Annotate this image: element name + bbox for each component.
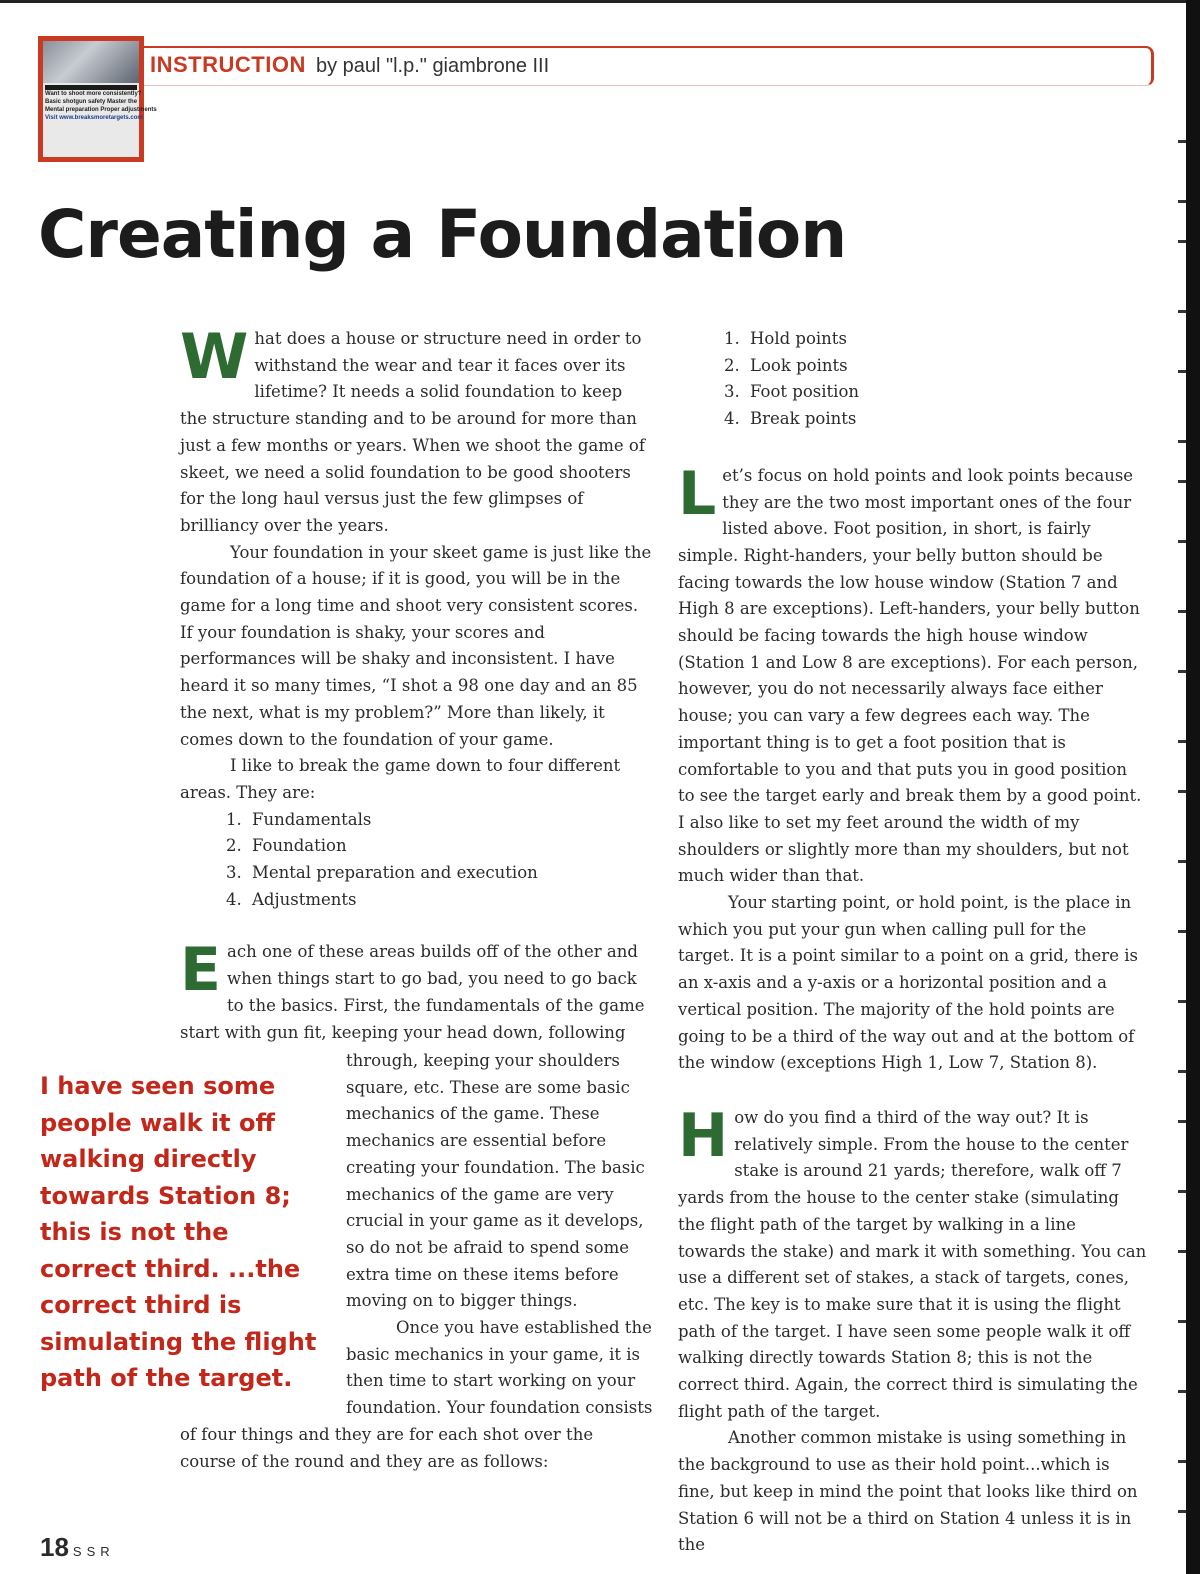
paragraph: of four things and they are for each shot over the course of the round and they are as follows: (180, 1425, 594, 1471)
list-number: 3. (724, 382, 740, 402)
list-text: Foundation (252, 836, 347, 856)
ad-line: Basic shotgun safety Master the (45, 99, 138, 105)
areas-list (180, 807, 654, 914)
ad-thumbnail-content (43, 41, 157, 157)
ad-line: Visit www.breaksmoretargets.com (45, 115, 143, 121)
paragraph: through, keeping your shoulders square, etc. These are some basic mechanics of the game. These mechanics are essential before creating your foundation. The basic mechanics of the game are very crucial in your game as it develops, so do not be afraid to spend some extra time on these items before moving on to bigger things. (346, 1051, 645, 1311)
drop-cap: H (678, 1100, 729, 1171)
list-item (678, 406, 1148, 433)
left-column (180, 320, 654, 1046)
list-item (678, 326, 1148, 353)
list-text: Look points (750, 355, 848, 375)
list-number: 4. (724, 409, 740, 429)
left-column-narrow (346, 1048, 656, 1422)
list-number: 4. (226, 889, 242, 909)
list-number: 3. (226, 863, 242, 883)
paragraph: I like to break the game down to four different areas. They are: (180, 756, 621, 802)
drop-cap: E (180, 935, 221, 1006)
page-edge (1186, 0, 1200, 1574)
section-header (150, 52, 549, 78)
list-text: Foot position (750, 382, 859, 402)
list-item (180, 887, 654, 914)
list-number: 2. (724, 355, 740, 375)
article-title: Creating a Foundation (38, 196, 847, 273)
ad-photo (43, 41, 139, 83)
paragraph (678, 1100, 1148, 1425)
ad-line: Want to shoot more consistently? (45, 91, 142, 97)
paragraph-text: ach one of these areas builds off of the other and when things start to go bad, you need to go back to the basics. First, the fundamentals of the game start with gun fit, keeping your head down, following (180, 942, 645, 1042)
magazine-name: SSR (72, 1544, 115, 1559)
paragraph: Once you have established the basic mechanics in your game, it is then time to start working on your foundation. Your foundation consists (346, 1318, 653, 1418)
paragraph-text: hat does a house or structure need in order to withstand the wear and tear it faces over its lifetime? It needs a solid foundation to keep the structure standing and to be around for more than just a few months or years. When we shoot the game of skeet, we need a solid foundation to be good shooters for the long haul versus just the few glimpses of brilliancy over the years. (180, 329, 645, 535)
list-item (678, 353, 1148, 380)
list-item (678, 379, 1148, 406)
paragraph: Another common mistake is using something in the background to use as their hold point...which is fine, but keep in mind the point that looks like third on Station 6 will not be a third on Station 4 unless it is in the (678, 1428, 1138, 1555)
foundation-list (678, 326, 1148, 433)
list-text: Hold points (750, 329, 847, 348)
paragraph (180, 935, 654, 1046)
paragraph-text: et’s focus on hold points and look points because they are the two most important ones of the four listed above. Foot position, in short, is fairly simple. Right-handers, your belly button should be facing towards the low house window (Station 7 and High 8 are exceptions). Left-handers, your belly button should be facing towards the high house window (Station 1 and Low 8 are exceptions). For each person, however, you do not necessarily always face either house; you can vary a few degrees each way. The important thing is to get a foot position that is comfortable to you and that puts you in good position to see the target early and break them by a good point. I also like to set my feet around the width of my shoulders or slightly more than my shoulders, but not much wider than that. (678, 465, 1142, 886)
paragraph (678, 458, 1148, 890)
list-text: Mental preparation and execution (252, 863, 538, 883)
list-text: Break points (750, 409, 857, 429)
list-number: 2. (226, 836, 242, 856)
drop-cap: W (180, 320, 249, 393)
paragraph (180, 320, 654, 540)
list-item (180, 807, 654, 834)
ad-line: Mental preparation Proper adjustments (45, 107, 157, 113)
list-number: 1. (226, 809, 242, 829)
list-text: Fundamentals (252, 809, 372, 829)
left-column-bottom (180, 1422, 654, 1475)
paragraph: Your starting point, or hold point, is the place in which you put your gun when calling pull for the target. It is a point similar to a point on a grid, there is an x-axis and a y-axis or a horizontal position and a vertical position. The majority of the hold points are going to be a third of the way out and at the bottom of the window (exceptions High 1, Low 7, Station 8). (678, 893, 1138, 1073)
ad-thumbnail (38, 36, 157, 162)
list-text: Adjustments (252, 889, 357, 909)
paragraph: Your foundation in your skeet game is just like the foundation of a house; if it is good, you will be in the game for a long time and shoot very consistent scores. If your foundation is shaky, your scores and performances will be shaky and inconsistent. I have heard it so many times, “I shot a 98 one day and an 85 the next, what is my problem?” More than likely, it comes down to the foundation of your game. (180, 542, 652, 749)
right-column (678, 326, 1148, 1559)
page-footer (40, 1532, 115, 1563)
drop-cap: L (678, 458, 717, 529)
list-item (180, 860, 654, 887)
section-kicker: INSTRUCTION (150, 52, 306, 77)
list-item (180, 833, 654, 860)
list-number: 1. (724, 329, 740, 348)
byline: by paul "l.p." giambrone III (315, 55, 550, 77)
paragraph-text: ow do you find a third of the way out? It is relatively simple. From the house to the center stake is around 21 yards; therefore, walk off 7 yards from the house to the center stake (simulating the flight path of the target by walking in a line towards the stake) and mark it with something. You can use a different set of stakes, a stack of targets, cones, etc. The key is to make sure that it is using the flight path of the target. I have seen some people walk it off walking directly towards Station 8; this is not the correct third. Again, the correct third is simulating the flight path of the target. (678, 1107, 1147, 1421)
binding-marks (1164, 140, 1186, 1520)
top-border (0, 0, 1200, 3)
page-number: 18 (40, 1532, 69, 1562)
pull-quote: I have seen some people walk it off walking directly towards Station 8; this is not the correct third. ...the correct third is simulating the flight path of the target. (40, 1072, 317, 1392)
